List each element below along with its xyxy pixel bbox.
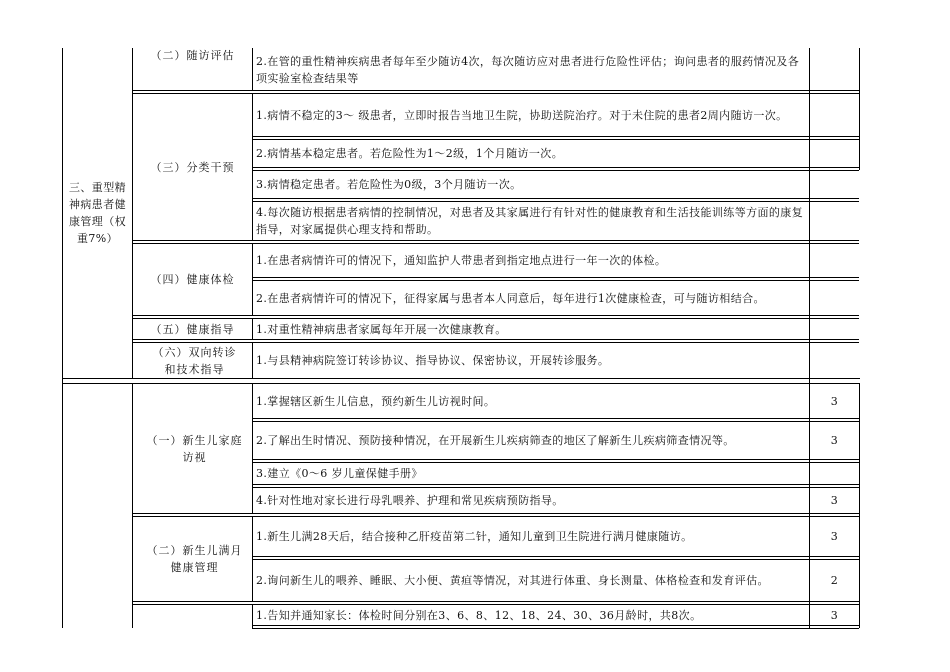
item-text: 2.病情基本稳定患者。若危险性为1～2级，1个月随访一次。 bbox=[256, 147, 564, 160]
grid-line bbox=[252, 240, 859, 241]
item-text: 1.对重性精神病患者家属每年开展一次健康教育。 bbox=[256, 322, 507, 336]
item-text: 2.询问新生儿的喂养、睡眠、大小便、黄疸等情况，对其进行体重、身长测量、体格检查和发育评估。 bbox=[256, 574, 769, 587]
group-label: （五）健康指导 bbox=[150, 322, 235, 336]
grid-line bbox=[252, 136, 859, 137]
score-cell bbox=[810, 140, 859, 167]
group-label: （一）新生儿家庭访视 bbox=[146, 433, 243, 464]
item-text: 1.在患者病情许可的情况下，通知监护人带患者到指定地点进行一年一次的体检。 bbox=[256, 254, 667, 267]
item-text: 2.在管的重性精神疾病患者每年至少随访4次，每次随访应对患者进行危险性评估；询问患者的服药情况及各项实验室检查结果等 bbox=[256, 55, 800, 85]
group-label: （三）分类干预 bbox=[150, 160, 235, 174]
score-cell: 2 bbox=[830, 574, 839, 587]
item-text: 2.在患者病情许可的情况下，征得家属与患者本人同意后，每年进行1次健康检查，可与随访相结合。 bbox=[256, 291, 765, 305]
group-cell bbox=[133, 94, 252, 240]
group-cell bbox=[137, 517, 252, 601]
category-cell bbox=[63, 48, 132, 378]
score-cell: 3 bbox=[830, 530, 839, 543]
group-label: （四）健康体检 bbox=[150, 273, 235, 286]
item-text: 1.病情不稳定的3～ 级患者，立即时报告当地卫生院，协助送院治疗。对于未住院的患者2周内随访一次。 bbox=[256, 108, 788, 122]
grid-line bbox=[252, 628, 859, 629]
category-label: 三、重型精神病患者健康管理（权重7%） bbox=[69, 181, 126, 245]
score-cell bbox=[810, 171, 859, 198]
item-text: 1.新生儿满28天后，结合接种乙肝疫苗第二针，通知儿童到卫生院进行满月健康随访。 bbox=[256, 530, 693, 543]
grid-line bbox=[132, 513, 252, 514]
item-text: 4.针对性地对家长进行母乳喂养、护理和常见疾病预防指导。 bbox=[256, 494, 564, 507]
score-cell: 3 bbox=[830, 494, 839, 507]
item-text: 1.掌握辖区新生儿信息，预约新生儿访视时间。 bbox=[256, 394, 496, 408]
grid-line bbox=[252, 277, 859, 278]
score-cell bbox=[810, 319, 859, 339]
group-cell bbox=[133, 605, 252, 625]
score-cell bbox=[810, 50, 859, 90]
grid-line bbox=[132, 339, 252, 340]
score-cell bbox=[810, 463, 859, 484]
group-cell bbox=[133, 40, 252, 70]
group-label: （六）双向转诊和技术指导 bbox=[152, 345, 237, 376]
item-text: 3.病情稳定患者。若危险性为0级，3个月随访一次。 bbox=[256, 178, 522, 191]
grid-line bbox=[132, 601, 252, 602]
grid-line bbox=[252, 339, 859, 340]
score-cell bbox=[810, 281, 859, 315]
score-cell bbox=[810, 94, 859, 136]
group-cell bbox=[133, 244, 252, 315]
group-label: （二）新生儿满月健康管理 bbox=[146, 544, 243, 574]
score-cell bbox=[810, 244, 859, 277]
score-cell: 3 bbox=[830, 608, 839, 622]
grid-line bbox=[62, 378, 860, 379]
grid-line bbox=[252, 418, 859, 419]
score-cell bbox=[810, 343, 859, 378]
grid-line bbox=[252, 513, 859, 514]
item-text: 4.每次随访根据患者病情的控制情况，对患者及其家属进行有针对性的健康教育和生活技能训练等方面的康复指导，对家属提供心理支持和帮助。 bbox=[256, 206, 804, 236]
score-cell: 3 bbox=[830, 394, 839, 408]
grid-line bbox=[859, 383, 860, 628]
grid-line bbox=[132, 240, 252, 241]
group-cell bbox=[137, 343, 252, 378]
grid-line bbox=[252, 601, 859, 602]
group-cell bbox=[137, 384, 252, 513]
grid-line bbox=[252, 198, 859, 199]
grid-line bbox=[252, 167, 859, 168]
grid-line bbox=[252, 625, 859, 626]
grid-line bbox=[252, 90, 859, 91]
score-cell bbox=[810, 202, 859, 240]
grid-line bbox=[132, 383, 133, 628]
grid-line bbox=[132, 315, 252, 316]
grid-line bbox=[252, 459, 859, 460]
grid-line bbox=[859, 48, 860, 170]
item-text: 3.建立《0～6 岁儿童保健手册》 bbox=[256, 467, 423, 480]
grid-line bbox=[252, 315, 859, 316]
score-cell: 3 bbox=[830, 434, 839, 447]
item-text: 1.与县精神病院签订转诊协议、指导协议、保密协议，开展转诊服务。 bbox=[256, 354, 610, 367]
grid-line bbox=[252, 484, 859, 485]
category-cell bbox=[63, 384, 132, 628]
grid-line bbox=[132, 90, 252, 91]
group-label: （二）随访评估 bbox=[150, 48, 235, 62]
item-text: 1.告知并通知家长：体检时间分别在3、6、8、12、18、24、30、36月龄时，共8次。 bbox=[256, 608, 702, 622]
group-cell bbox=[133, 319, 252, 339]
item-text: 2.了解出生时情况、预防接种情况，在开展新生儿疾病筛查的地区了解新生儿疾病筛查情况等。 bbox=[256, 434, 735, 447]
grid-line bbox=[252, 556, 859, 557]
